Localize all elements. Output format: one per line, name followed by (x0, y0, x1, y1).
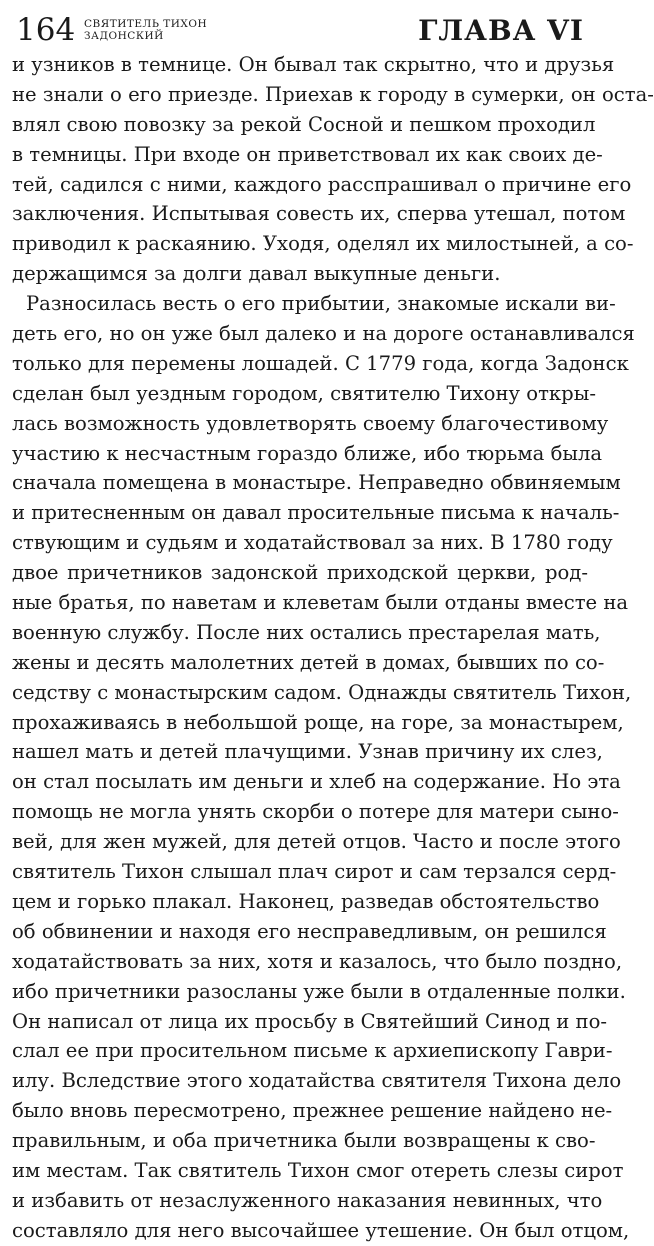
text-line: деть его, но он уже был далеко и на дороге останавливался (12, 322, 635, 346)
text-line: и узников в темнице. Он бывал так скрытно, что и друзья (12, 53, 615, 76)
text-line: помощь не могла унять скорби о потере для матери сыно- (12, 800, 619, 824)
text-line: жены и десять малолетних детей в домах, бывших по со- (12, 650, 605, 674)
text-line: составляло для него высочайшее утешение. Он был отцом, (12, 1218, 630, 1242)
text-line: вей, для жен мужей, для детей отцов. Часто и после этого (12, 830, 621, 854)
text-line: ствующим и судьям и ходатайствовал за них. В 1780 году (12, 531, 613, 555)
running-title-line-2: ЗАДОНСКИЙ (84, 30, 164, 42)
running-title (84, 18, 207, 42)
text-line: тей, садился с ними, каждого расспрашивал о причине его (12, 172, 632, 196)
text-line: ходатайствовать за них, хотя и казалось, что было поздно, (12, 949, 623, 973)
text-line: илу. Вследствие этого ходатайства святителя Тихона дело (12, 1069, 622, 1093)
text-line: сделан был уездным городом, святителю Тихону откры- (12, 381, 596, 405)
text-line: и избавить от незаслуженного наказания невинных, что (12, 1188, 603, 1212)
text-line: святитель Тихон слышал плач сирот и сам терзался серд- (12, 860, 617, 884)
text-line: нашел мать и детей плачущими. Узнав причину их слез, (12, 740, 603, 764)
text-line: правильным, и оба причетника были возвращены к сво- (12, 1129, 596, 1153)
text-line: не знали о его приезде. Приехав к городу в сумерки, он оста- (12, 82, 654, 106)
text-line: только для перемены лошадей. С 1779 года, когда Задонск (12, 351, 629, 375)
text-line: он стал посылать им деньги и хлеб на содержание. Но эта (12, 770, 621, 794)
page-number: 164 (16, 12, 76, 48)
text-line: об обвинении и находя его несправедливым, он решился (12, 919, 607, 943)
text-line: прохаживаясь в небольшой роще, на горе, за монастырем, (12, 710, 624, 734)
running-title-line-1: СВЯТИТЕЛЬ ТИХОН (84, 18, 208, 30)
text-line: Он написал от лица их просьбу в Святейший Синод и по- (12, 1009, 608, 1033)
text-line: участию к несчастным гораздо ближе, ибо тюрьма была (12, 441, 603, 465)
text-line: держащимся за долги давал выкупные деньги. (12, 262, 501, 286)
chapter-title: ГЛАВА VI (418, 14, 584, 47)
text-line: лась возможность удовлетворять своему благочестивому (12, 411, 609, 435)
paragraph-start-line: Разносилась весть о его прибытии, знакомые искали ви- (26, 292, 616, 316)
text-line: сначала помещена в монастыре. Неправедно обвиняемым (12, 471, 621, 495)
text-line: им местам. Так святитель Тихон смог отереть слезы сирот (12, 1158, 624, 1182)
text-line: влял свою повозку за рекой Сосной и пешком проходил (12, 112, 596, 136)
text-line: заключения. Испытывая совесть их, сперва утешал, потом (12, 202, 626, 226)
text-line: слал ее при просительном письме к архиепископу Гаври- (12, 1039, 613, 1063)
text-line: в темницы. При входе он приветствовал их как своих де- (12, 142, 603, 166)
body-text (12, 50, 654, 1246)
text-line: и притесненным он давал просительные письма к началь- (12, 501, 620, 525)
text-line: седству с монастырским садом. Однажды святитель Тихон, (12, 680, 632, 704)
page-header (12, 10, 588, 50)
text-line: ные братья, по наветам и клеветам были отданы вместе на (12, 591, 629, 615)
text-line: двое причетников задонской приходской церкви, род- (12, 561, 588, 585)
text-line: цем и горько плакал. Наконец, разведав обстоятельство (12, 889, 600, 913)
text-line: было вновь пересмотрено, прежнее решение найдено не- (12, 1099, 613, 1123)
text-line: военную службу. После них остались престарелая мать, (12, 620, 601, 644)
text-line: ибо причетники разосланы уже были в отдаленные полки. (12, 979, 626, 1003)
text-line: приводил к раскаянию. Уходя, оделял их милостыней, а со- (12, 232, 634, 256)
